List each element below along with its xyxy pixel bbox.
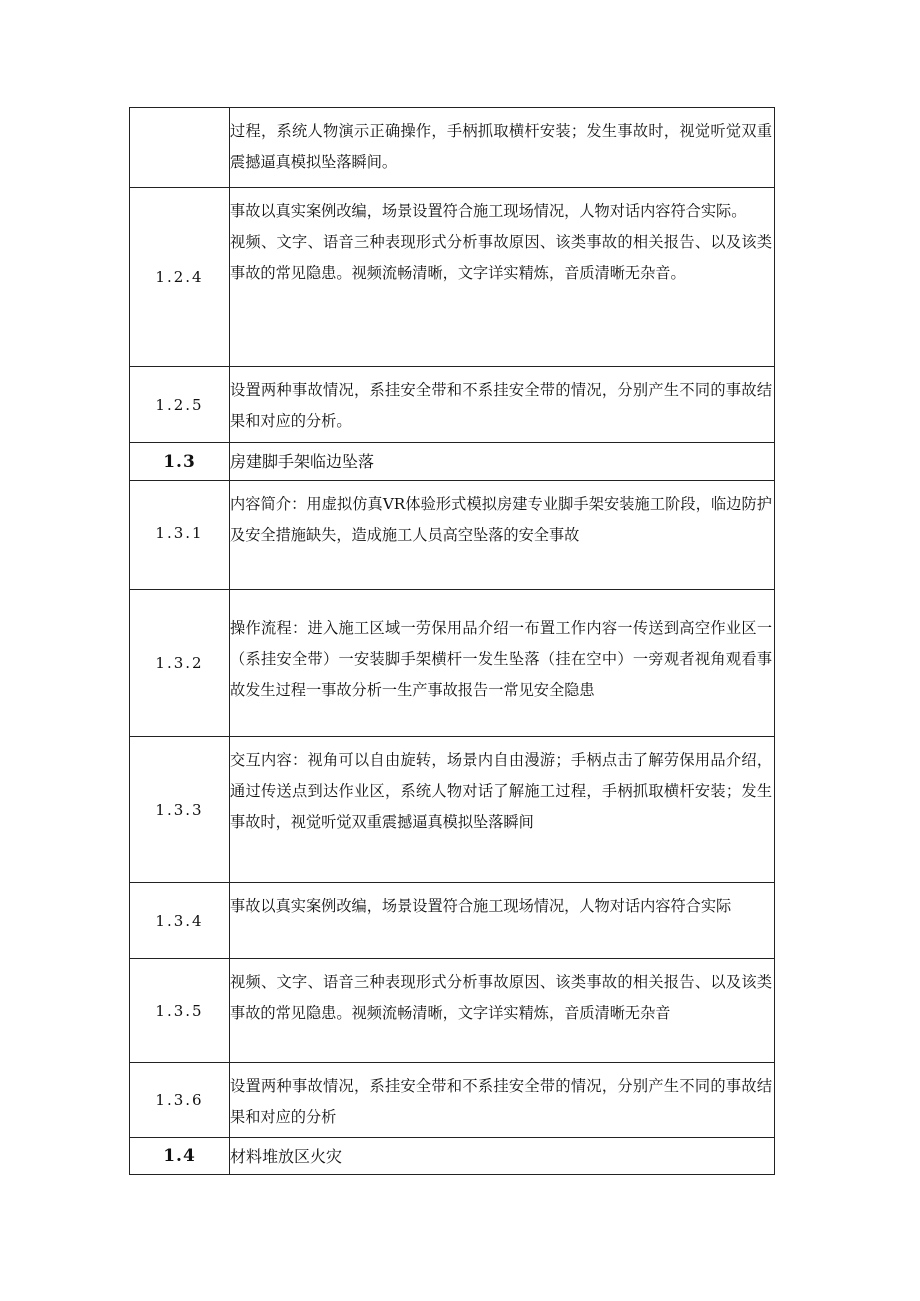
description-text: 事故以真实案例改编，场景设置符合施工现场情况，人物对话内容符合实际。: [230, 202, 747, 220]
row-number: 1.3.5: [130, 959, 230, 1063]
table-row: [130, 188, 775, 367]
description-text: 操作流程：进入施工区域一劳保用品介绍一布置工作内容一传送到高空作业区一（系挂安全带）一安装脚手架横杆一发生坠落（挂在空中）一旁观者视角观看事故发生过程一事故分析一生产事故报告一常见安全隐患: [230, 619, 772, 699]
row-description: [230, 108, 775, 188]
row-number: 1.2.4: [130, 188, 230, 367]
description-text: 视频、文字、语音三种表现形式分析事故原因、该类事故的相关报告、以及该类事故的常见隐患。视频流畅清晰，文字详实精炼，音质清晰无杂音: [230, 973, 772, 1022]
section-heading-row: [130, 443, 775, 481]
row-number: [130, 108, 230, 188]
section-number: 1.3: [130, 443, 230, 481]
table-row: [130, 367, 775, 443]
row-description: [230, 883, 775, 959]
row-number: 1.3.1: [130, 481, 230, 590]
row-description: [230, 481, 775, 590]
row-description: [230, 737, 775, 883]
section-title-cell: [230, 443, 775, 481]
description-text: 内容简介：用虚拟仿真VR体验形式模拟房建专业脚手架安装施工阶段，临边防护及安全措施缺失，造成施工人员高空坠落的安全事故: [230, 495, 772, 544]
row-number: 1.2.5: [130, 367, 230, 443]
description-text: 视频、文字、语音三种表现形式分析事故原因、该类事故的相关报告、以及该类事故的常见隐患。视频流畅清晰，文字详实精炼，音质清晰无杂音。: [230, 233, 772, 282]
section-title: 房建脚手架临边坠落: [230, 452, 375, 471]
row-description: [230, 1063, 775, 1138]
description-text: 交互内容：视角可以自由旋转，场景内自由漫游；手柄点击了解劳保用品介绍，通过传送点到达作业区，系统人物对话了解施工过程，手柄抓取横杆安装；发生事故时，视觉听觉双重震撼逼真模拟坠落瞬间: [230, 751, 772, 831]
row-description: [230, 188, 775, 367]
description-text: 设置两种事故情况，系挂安全带和不系挂安全带的情况，分别产生不同的事故结果和对应的分析。: [230, 381, 772, 430]
table-row: [130, 590, 775, 737]
section-title-cell: [230, 1138, 775, 1175]
table-row: [130, 959, 775, 1063]
table-row: [130, 481, 775, 590]
description-text: 事故以真实案例改编，场景设置符合施工现场情况，人物对话内容符合实际: [230, 897, 732, 915]
row-number: 1.3.6: [130, 1063, 230, 1138]
row-number: 1.3.3: [130, 737, 230, 883]
table-row: [130, 737, 775, 883]
section-heading-row: [130, 1138, 775, 1175]
table-row: [130, 883, 775, 959]
row-description: [230, 959, 775, 1063]
row-description: [230, 590, 775, 737]
spec-table: [129, 107, 775, 1175]
description-text: 过程，系统人物演示正确操作，手柄抓取横杆安装；发生事故时，视觉听觉双重震撼逼真模拟坠落瞬间。: [230, 122, 772, 171]
table-row: [130, 108, 775, 188]
row-number: 1.3.2: [130, 590, 230, 737]
row-description: [230, 367, 775, 443]
section-title: 材料堆放区火灾: [230, 1146, 343, 1166]
table-row: [130, 1063, 775, 1138]
section-number: 1.4: [130, 1138, 230, 1175]
row-number: 1.3.4: [130, 883, 230, 959]
description-text: 设置两种事故情况，系挂安全带和不系挂安全带的情况，分别产生不同的事故结果和对应的分析: [230, 1077, 772, 1126]
